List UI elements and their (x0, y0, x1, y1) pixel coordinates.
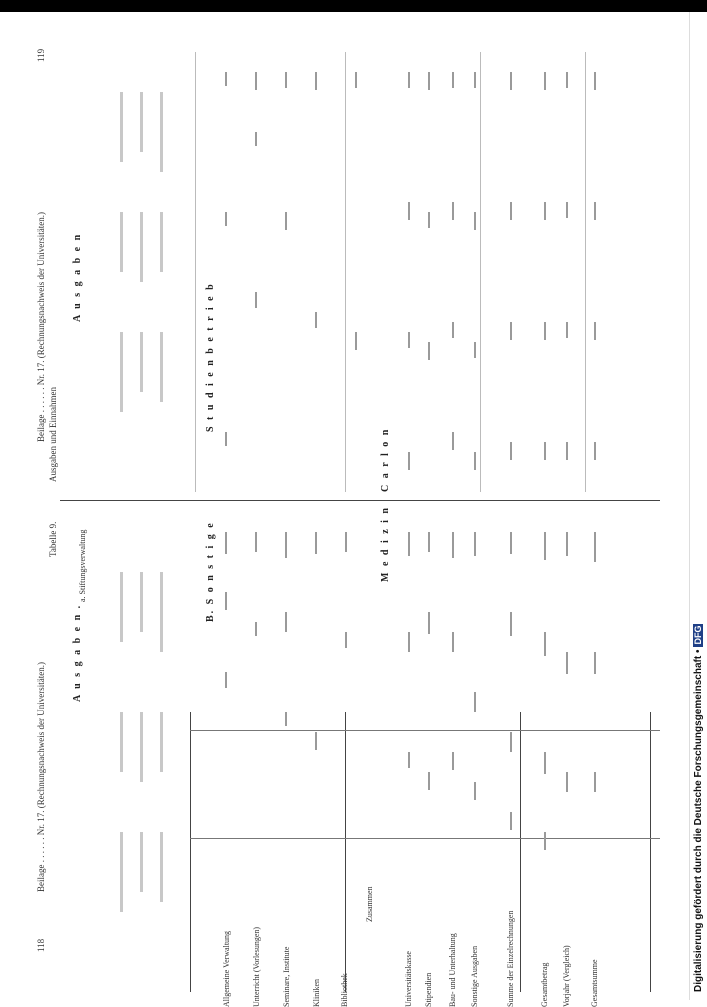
left-running-head: Beilage . . . . . . Nr. 17. (Rechnungsnachweis der Universitäten.) (36, 662, 46, 892)
left-section-sub1: B. S o n s t i g e (205, 521, 216, 622)
right-table-label: Ausgaben und Einnahmen (48, 387, 58, 482)
row-label: Zusammen (365, 886, 374, 922)
row-label: Gesamtsumme (590, 959, 599, 1007)
watermark-label: Digitalisierung gefördert durch die Deutsche Forschungsgemeinschaft • (693, 649, 704, 992)
watermark-text (693, 624, 704, 992)
dfg-logo: DFG (693, 625, 703, 645)
row-label: Stipendien (424, 972, 433, 1007)
row-label: Unterricht (Vorlesungen) (252, 926, 261, 1007)
top-black-bar (0, 0, 707, 12)
row-label: Summe der Einzelrechnungen (506, 910, 515, 1007)
dfg-sidebar (689, 12, 707, 1000)
left-section-sub2: M e d i z i n (380, 506, 391, 582)
right-section-sub1: S t u d i e n b e t r i e b (205, 282, 216, 432)
left-section-main: A u s g a b e n . (72, 603, 83, 702)
right-section-sub2: C a r l o n (380, 427, 391, 492)
row-label: Bibliothek (340, 973, 349, 1007)
row-label: Kliniken (312, 979, 321, 1007)
row-label: Universitätskasse (404, 951, 413, 1007)
left-section-sub3: a. Stiftungsverwaltung (78, 529, 87, 602)
scanned-document (0, 12, 690, 1007)
left-table-label: Tabelle 9. (48, 521, 58, 557)
row-label: Gesamtbetrag (540, 962, 549, 1007)
right-page-number: 119 (36, 48, 46, 62)
row-label: Seminare, Institute (282, 946, 291, 1007)
row-label: Sonstige Ausgaben (470, 945, 479, 1007)
left-page-number: 118 (36, 938, 46, 952)
faded-table-figures (0, 12, 690, 1000)
row-label: Allgemeine Verwaltung (222, 930, 231, 1007)
right-running-head: Beilage . . . . . . Nr. 17. (Rechnungsnachweis der Universitäten.) (36, 212, 46, 442)
row-label: Vorjahr (Vergleich) (562, 945, 571, 1007)
right-section-main: A u s g a b e n (72, 232, 83, 322)
row-label: Bau- und Unterhaltung (448, 933, 457, 1007)
